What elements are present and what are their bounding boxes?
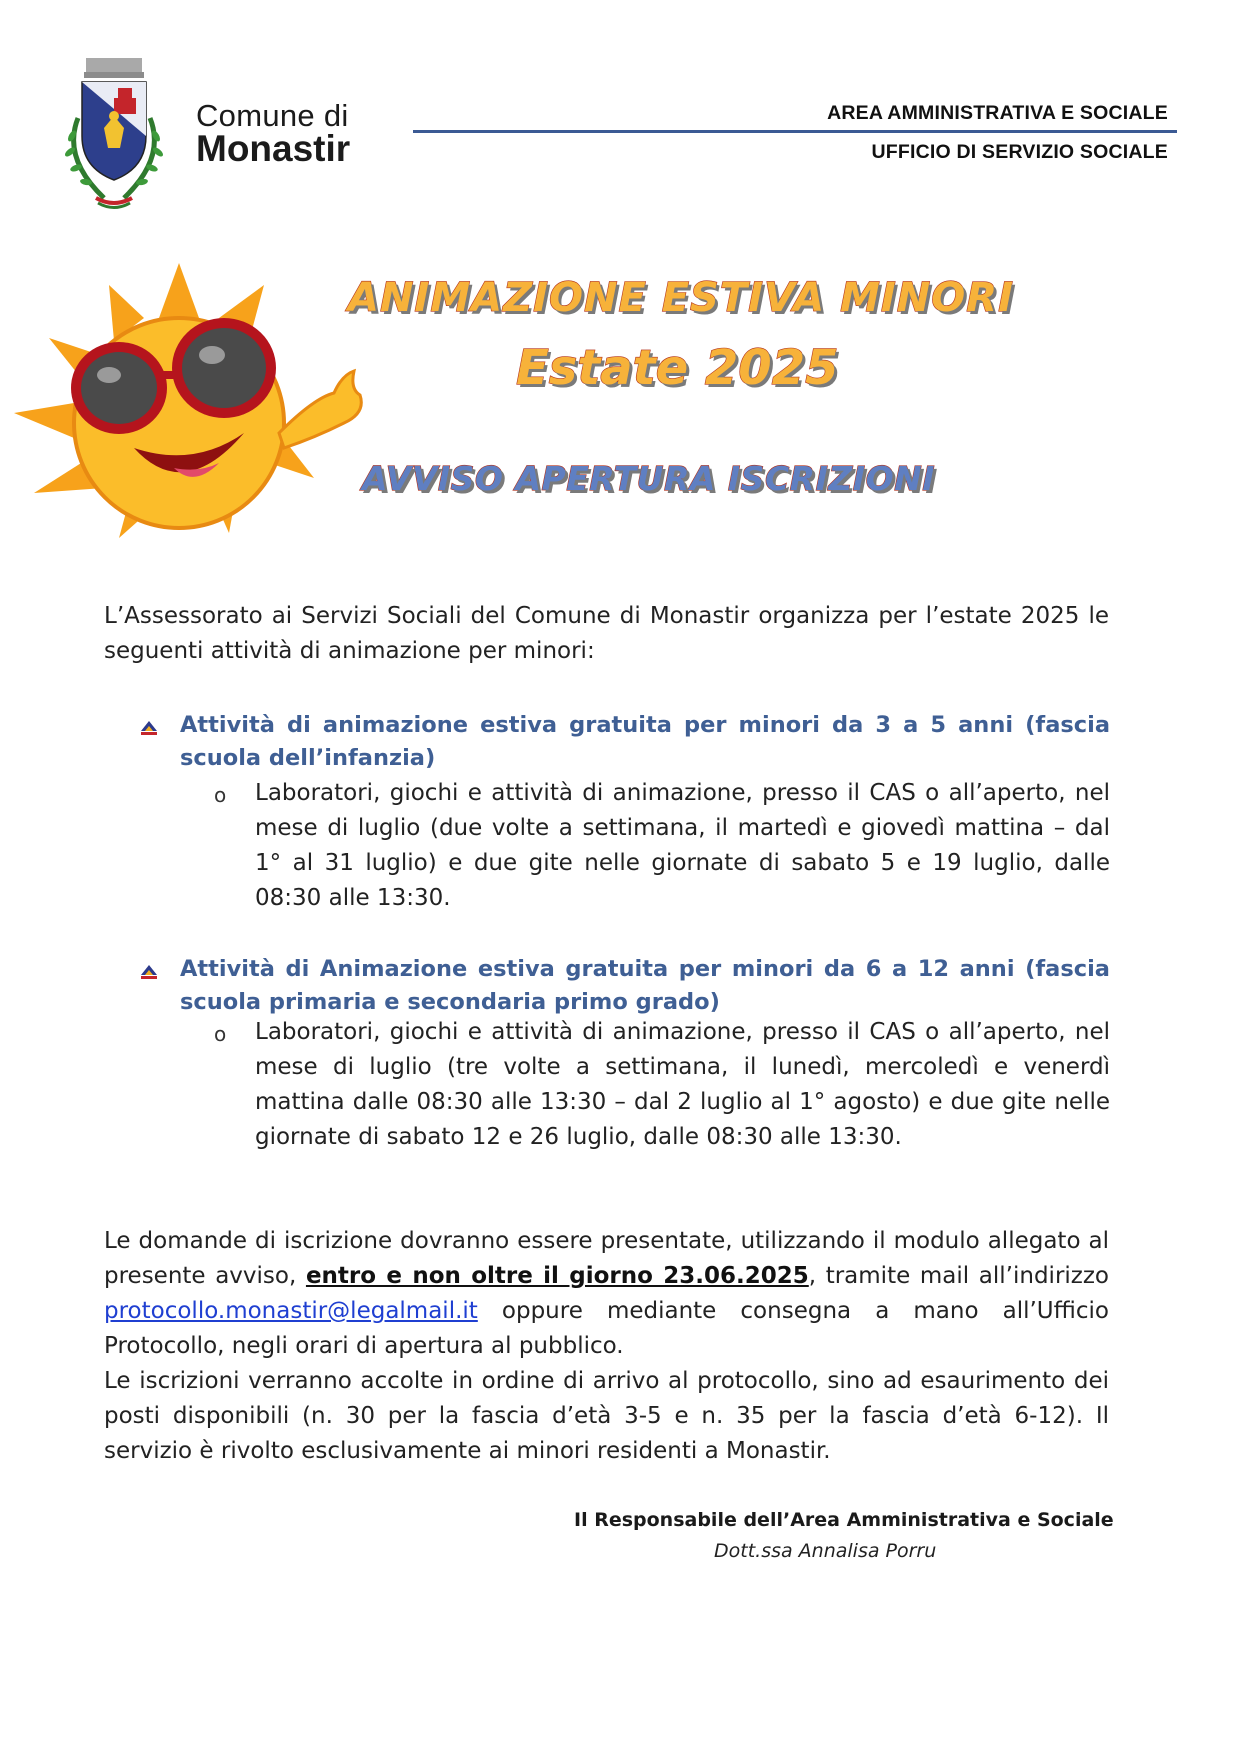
deadline-date: entro e non oltre il giorno 23.06.2025 (305, 1263, 809, 1289)
sub-bullet-marker: o (214, 1022, 227, 1046)
office-title: UFFICIO DI SERVIZIO SOCIALE (871, 141, 1168, 163)
signer-name: Dott.ssa Annalisa Porru (714, 1540, 937, 1562)
area-title: AREA AMMINISTRATIVA E SOCIALE (827, 102, 1168, 124)
registration-text: Le domande di iscrizione dovranno essere presentate, utilizzando il modulo allegato al presente avviso, (104, 1228, 1109, 1289)
intro-paragraph: L’Assessorato ai Servizi Sociali del Comune di Monastir organizza per l’estate 2025 le seguenti attività di animazione per minori: (104, 603, 1109, 664)
closing-section (104, 1224, 1109, 1469)
registration-text-cont: , tramite mail all’indirizzo (808, 1263, 1110, 1289)
registration-text-end: oppure mediante consegna a mano all’Ufficio Protocollo, negli orari di apertura al pubblico. (104, 1298, 1109, 1359)
municipality-crest-logo (58, 58, 168, 218)
activity-detail: Laboratori, giochi e attività di animazione, presso il CAS o all’aperto, nel mese di luglio (tre volte a settimana, il lunedì, mercoledì e venerdì mattina dalle 08:30 alle 13:30 – dal 2 luglio al 1° agosto) e due gite nelle giornate di sabato 12 e 26 luglio, dalle 08:30 alle 13:30. (255, 1019, 1110, 1150)
registration-paragraph (104, 1224, 1109, 1364)
sun-with-sunglasses-illustration (14, 263, 404, 538)
activity-title: Attività di animazione estiva gratuita per minori da 3 a 5 anni (fascia scuola dell’infanzia) (180, 712, 1110, 771)
email-link[interactable]: protocollo.monastir@legalmail.it (104, 1298, 478, 1324)
logo-text-comune: Comune di (196, 98, 349, 133)
header-divider (413, 130, 1177, 133)
arrow-bullet-icon (139, 717, 159, 737)
sub-bullet-marker: o (214, 783, 227, 807)
banner-title: ANIMAZIONE ESTIVA MINORI (348, 275, 1014, 321)
logo-text-monastir: Monastir (196, 128, 351, 169)
signer-role: Il Responsabile dell’Area Amministrativa e Sociale (574, 1509, 1114, 1531)
banner-subtitle: Estate 2025 (516, 340, 839, 396)
activity-title: Attività di Animazione estiva gratuita per minori da 6 a 12 anni (fascia scuola primaria e secondaria primo grado) (180, 956, 1110, 1015)
availability-paragraph: Le iscrizioni verranno accolte in ordine di arrivo al protocollo, sino ad esaurimento dei posti disponibili (n. 30 per la fascia d’età 3-5 e n. 35 per la fascia d’età 6-12). Il servizio è rivolto esclusivamente ai minori residenti a Monastir. (104, 1368, 1109, 1464)
banner-notice: AVVISO APERTURA ISCRIZIONI (362, 459, 936, 498)
arrow-bullet-icon (139, 961, 159, 981)
activity-detail: Laboratori, giochi e attività di animazione, presso il CAS o all’aperto, nel mese di luglio (due volte a settimana, il martedì e giovedì mattina – dal 1° al 31 luglio) e due gite nelle giornate di sabato 5 e 19 luglio, dalle 08:30 alle 13:30. (255, 780, 1110, 911)
